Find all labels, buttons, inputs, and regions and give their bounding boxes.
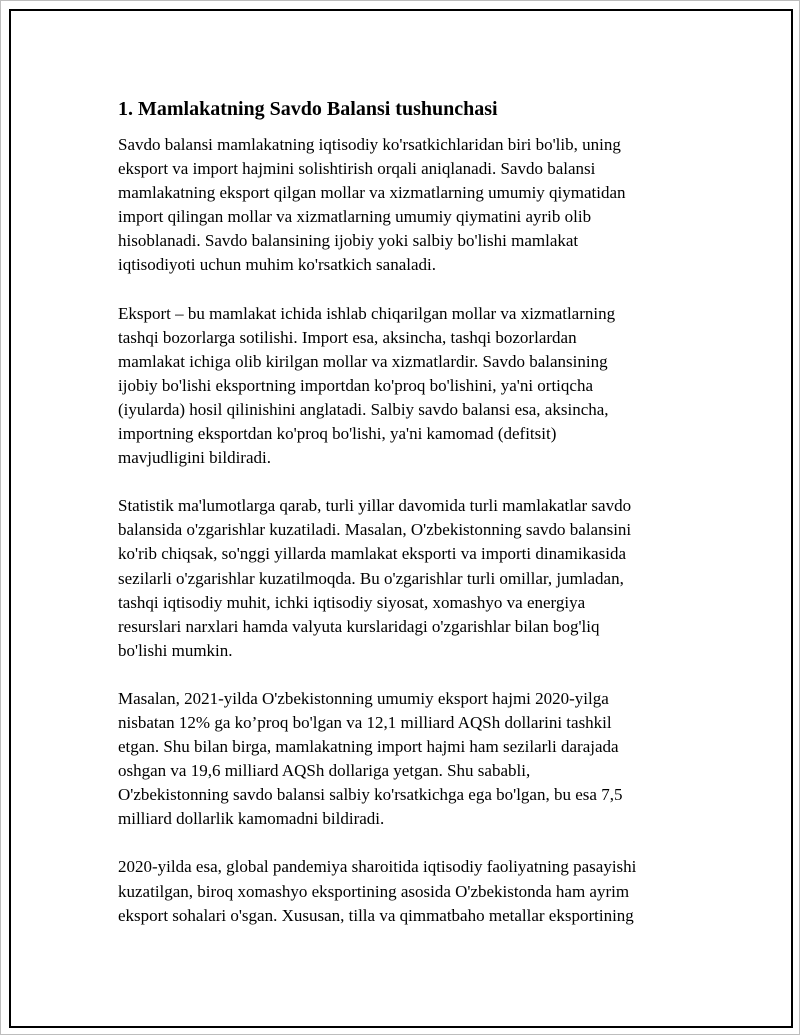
paragraph-2020-pandemic: 2020-yilda esa, global pandemiya sharoitida iqtisodiy faoliyatning pasayishi kuzatilgan, biroq xomashyo eksportining asosida O'zbekistonda ham ayrim eksport sohalari o'sgan. Xususan, tilla va qimmatbaho metallar eksportining <box>118 857 637 925</box>
paragraph-export-import: Eksport – bu mamlakat ichida ishlab chiqarilgan mollar va xizmatlarning tashqi bozorlarga sotilishi. Import esa, aksincha, tashqi bozorlardan mamlakat ichiga olib kirilgan mollar va xizmatlardir. Savdo balansining ijobiy bo'lishi eksportning importdan ko'proq bo'lishini, ya'ni ortiqcha (iyularda) hosil qilinishini anglatadi. Salbiy savdo balansi esa, aksincha, importning eksportdan ko'proq bo'lishi, ya'ni kamomad (defitsit) mavjudligini bildiradi. <box>118 303 616 468</box>
document-content <box>118 97 693 952</box>
paragraph-definition: Savdo balansi mamlakatning iqtisodiy ko'rsatkichlaridan biri bo'lib, uning eksport va import hajmini solishtirish orqali aniqlanadi. Savdo balansi mamlakatning eksport qilgan mollar va xizmatlarning umumiy qiymatidan import qilingan mollar va xizmatlarning umumiy qiymatini ayrib olib hisoblanadi. Savdo balansining ijobiy yoki salbiy bo'lishi mamlakat iqtisodiyoti uchun muhim ko'rsatkich sanaladi. <box>118 135 626 275</box>
paragraph-2021-example: Masalan, 2021-yilda O'zbekistonning umumiy eksport hajmi 2020-yilga nisbatan 12% ga ko’proq bo'lgan va 12,1 milliard AQSh dollarini tashkil etgan. Shu bilan birga, mamlakatning import hajmi ham sezilarli darajada oshgan va 19,6 milliard AQSh dollariga yetgan. Shu sababli, O'zbekistonning savdo balansi salbiy ko'rsatkichga ega bo'lgan, bu esa 7,5 milliard dollarlik kamomadni bildiradi. <box>118 688 623 829</box>
paragraph-statistics: Statistik ma'lumotlarga qarab, turli yillar davomida turli mamlakatlar savdo balansida o'zgarishlar kuzatiladi. Masalan, O'zbekistonning savdo balansini ko'rib chiqsak, so'nggi yillarda mamlakat eksporti va importi dinamikasida sezilarli o'zgarishlar kuzatilmoqda. Bu o'zgarishlar turli omillar, jumladan, tashqi iqtisodiy muhit, ichki iqtisodiy siyosat, xomashyo va energiya resurslari narxlari hamda valyuta kurslaridagi o'zgarishlar bilan bog'liq bo'lishi mumkin. <box>118 496 632 660</box>
section-heading: 1. Mamlakatning Savdo Balansi tushunchasi <box>118 98 498 120</box>
